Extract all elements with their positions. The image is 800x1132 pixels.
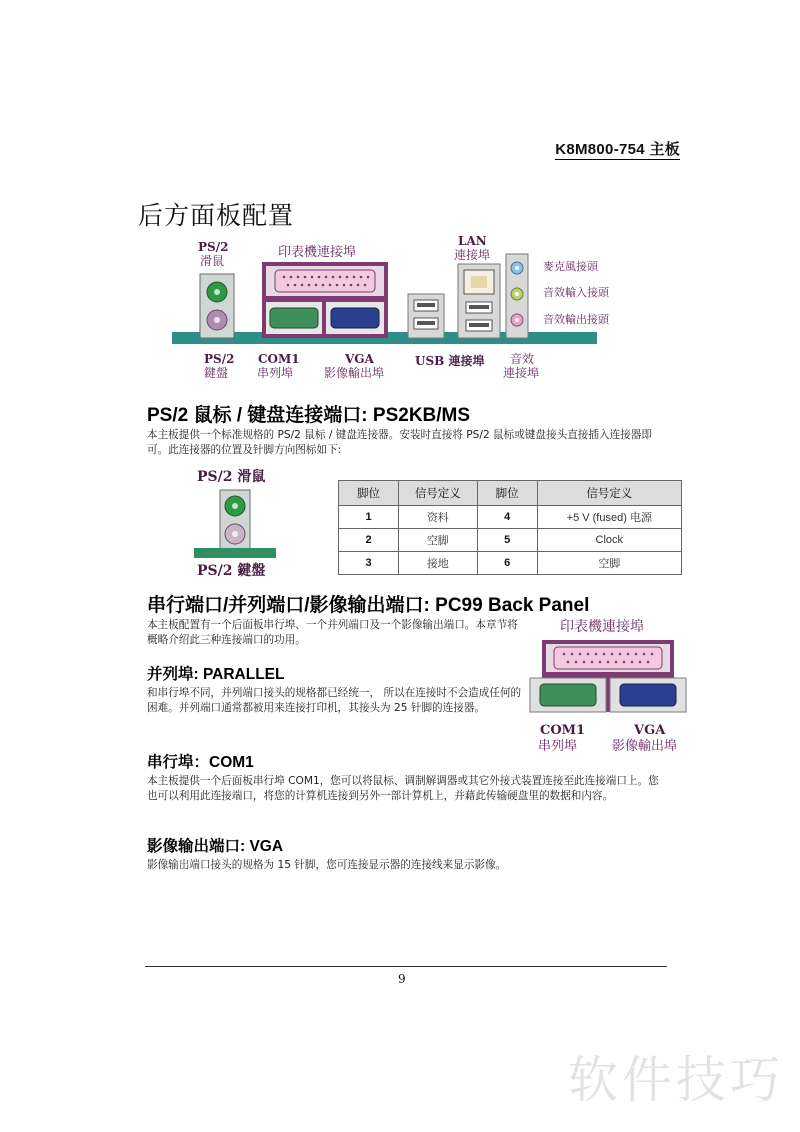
vga-sub-label: 影像輸出埠: [324, 366, 385, 380]
printer-port-label: 印表機連接埠: [278, 245, 357, 260]
page-number: 9: [398, 972, 406, 986]
signal-name: +5 V (fused) 电源: [537, 506, 681, 529]
table-row: [339, 552, 682, 575]
figure-com1-sub-label: 串列埠: [538, 739, 578, 754]
back-panel-section-body: 本主板配置有一个后面板串行埠、一个并列端口及一个影像输出端口。本章节将概略介绍此三种连接端口的功用。: [147, 619, 518, 646]
pin-number: 2: [339, 529, 399, 552]
figure-parallel-port: [554, 647, 662, 669]
watermark: 软件技巧: [568, 1051, 784, 1109]
figure-printer-port-label: 印表機連接埠: [560, 619, 644, 635]
signal-name: 空脚: [537, 552, 681, 575]
ps2-keyboard-label: 鍵盤: [204, 366, 229, 380]
ps2-section-heading: PS/2 鼠标 / 键盘连接端口: PS2KB/MS: [147, 405, 471, 426]
audio-sub-label: 連接埠: [503, 366, 540, 380]
table-header-cell: 脚位: [339, 481, 399, 506]
vga-heading: 影像输出端口: VGA: [147, 838, 284, 855]
com1-body: 本主板提供一个后面板串行埠 COM1，您可以将鼠标、调制解调器或其它外接式装置连接至此连接端口上。您也可以利用此连接端口，将您的计算机连接到另外一部计算机上，并藉此传输硬盘里的数据和内容。: [147, 775, 659, 802]
pin-number: 4: [477, 506, 537, 529]
vga-label: VGA: [345, 352, 374, 366]
pin-number: 1: [339, 506, 399, 529]
ps2-pin-table: [338, 480, 682, 575]
footer-rule: [145, 966, 667, 967]
io-ports-figure: [528, 638, 688, 720]
ps2-bottom-label: PS/2: [204, 352, 235, 366]
table-header-cell: 信号定义: [399, 481, 478, 506]
figure-com1-label: COM1: [540, 723, 586, 738]
line-out-label: 音效輸出接頭: [543, 313, 609, 326]
parallel-port: [275, 270, 375, 292]
parallel-heading: 并列埠: PARALLEL: [147, 666, 285, 683]
pin-number: 6: [477, 552, 537, 575]
ps2-figure-bottom-label: PS/2 鍵盤: [197, 563, 266, 579]
vga-port: [331, 308, 379, 328]
lan-sub-label: 連接埠: [454, 248, 491, 262]
figure-com1-port: [540, 684, 596, 706]
audio-label: 音效: [510, 352, 535, 366]
table-row: [339, 529, 682, 552]
com1-label: COM1: [258, 352, 300, 366]
pin-number: 3: [339, 552, 399, 575]
figure-vga-label: VGA: [634, 723, 666, 738]
line-in-label: 音效輸入接頭: [543, 286, 609, 299]
ps2-section-body: 本主板提供一个标准规格的 PS/2 鼠标 / 键盘连接器。安装时直接将 PS/2 鼠标或键盘接头直接插入连接器即可。此连接器的位置及针脚方向图标如下:: [147, 429, 652, 456]
ps2-mouse-label: 滑鼠: [200, 254, 225, 268]
page-title: 后方面板配置: [138, 201, 295, 230]
mic-label: 麥克風接頭: [543, 260, 598, 273]
table-header-row: [339, 481, 682, 506]
lan-label: LAN: [458, 234, 487, 248]
vga-body: 影像输出端口接头的规格为 15 针脚，您可连接显示器的连接线来显示影像。: [147, 859, 507, 871]
pin-number: 5: [477, 529, 537, 552]
signal-name: 空脚: [399, 529, 478, 552]
figure-vga-sub-label: 影像輸出埠: [612, 739, 678, 754]
ps2-figure: [190, 488, 280, 560]
document-header: K8M800-754 主板: [555, 141, 680, 158]
ps2-figure-top-label: PS/2 滑鼠: [197, 469, 266, 485]
table-row: [339, 506, 682, 529]
usb-label: USB 連接埠: [415, 354, 485, 368]
table-header-cell: 信号定义: [537, 481, 681, 506]
signal-name: 接地: [399, 552, 478, 575]
signal-name: Clock: [537, 529, 681, 552]
figure-vga-port: [620, 684, 676, 706]
table-header-cell: 脚位: [477, 481, 537, 506]
back-panel-section-heading: 串行端口/并列端口/影像输出端口: PC99 Back Panel: [147, 595, 590, 616]
ps2-top-label: PS/2: [198, 240, 229, 254]
com1-sub-label: 串列埠: [257, 366, 294, 380]
signal-name: 资料: [399, 506, 478, 529]
com1-port: [270, 308, 318, 328]
parallel-body: 和串行埠不同，并列端口接头的规格都已经统一， 所以在连接时不会造成任何的困难。并列端口通常都被用来连接打印机，其接头为 25 针脚的连接器。: [147, 687, 522, 714]
com1-heading: 串行埠：COM1: [147, 754, 254, 771]
